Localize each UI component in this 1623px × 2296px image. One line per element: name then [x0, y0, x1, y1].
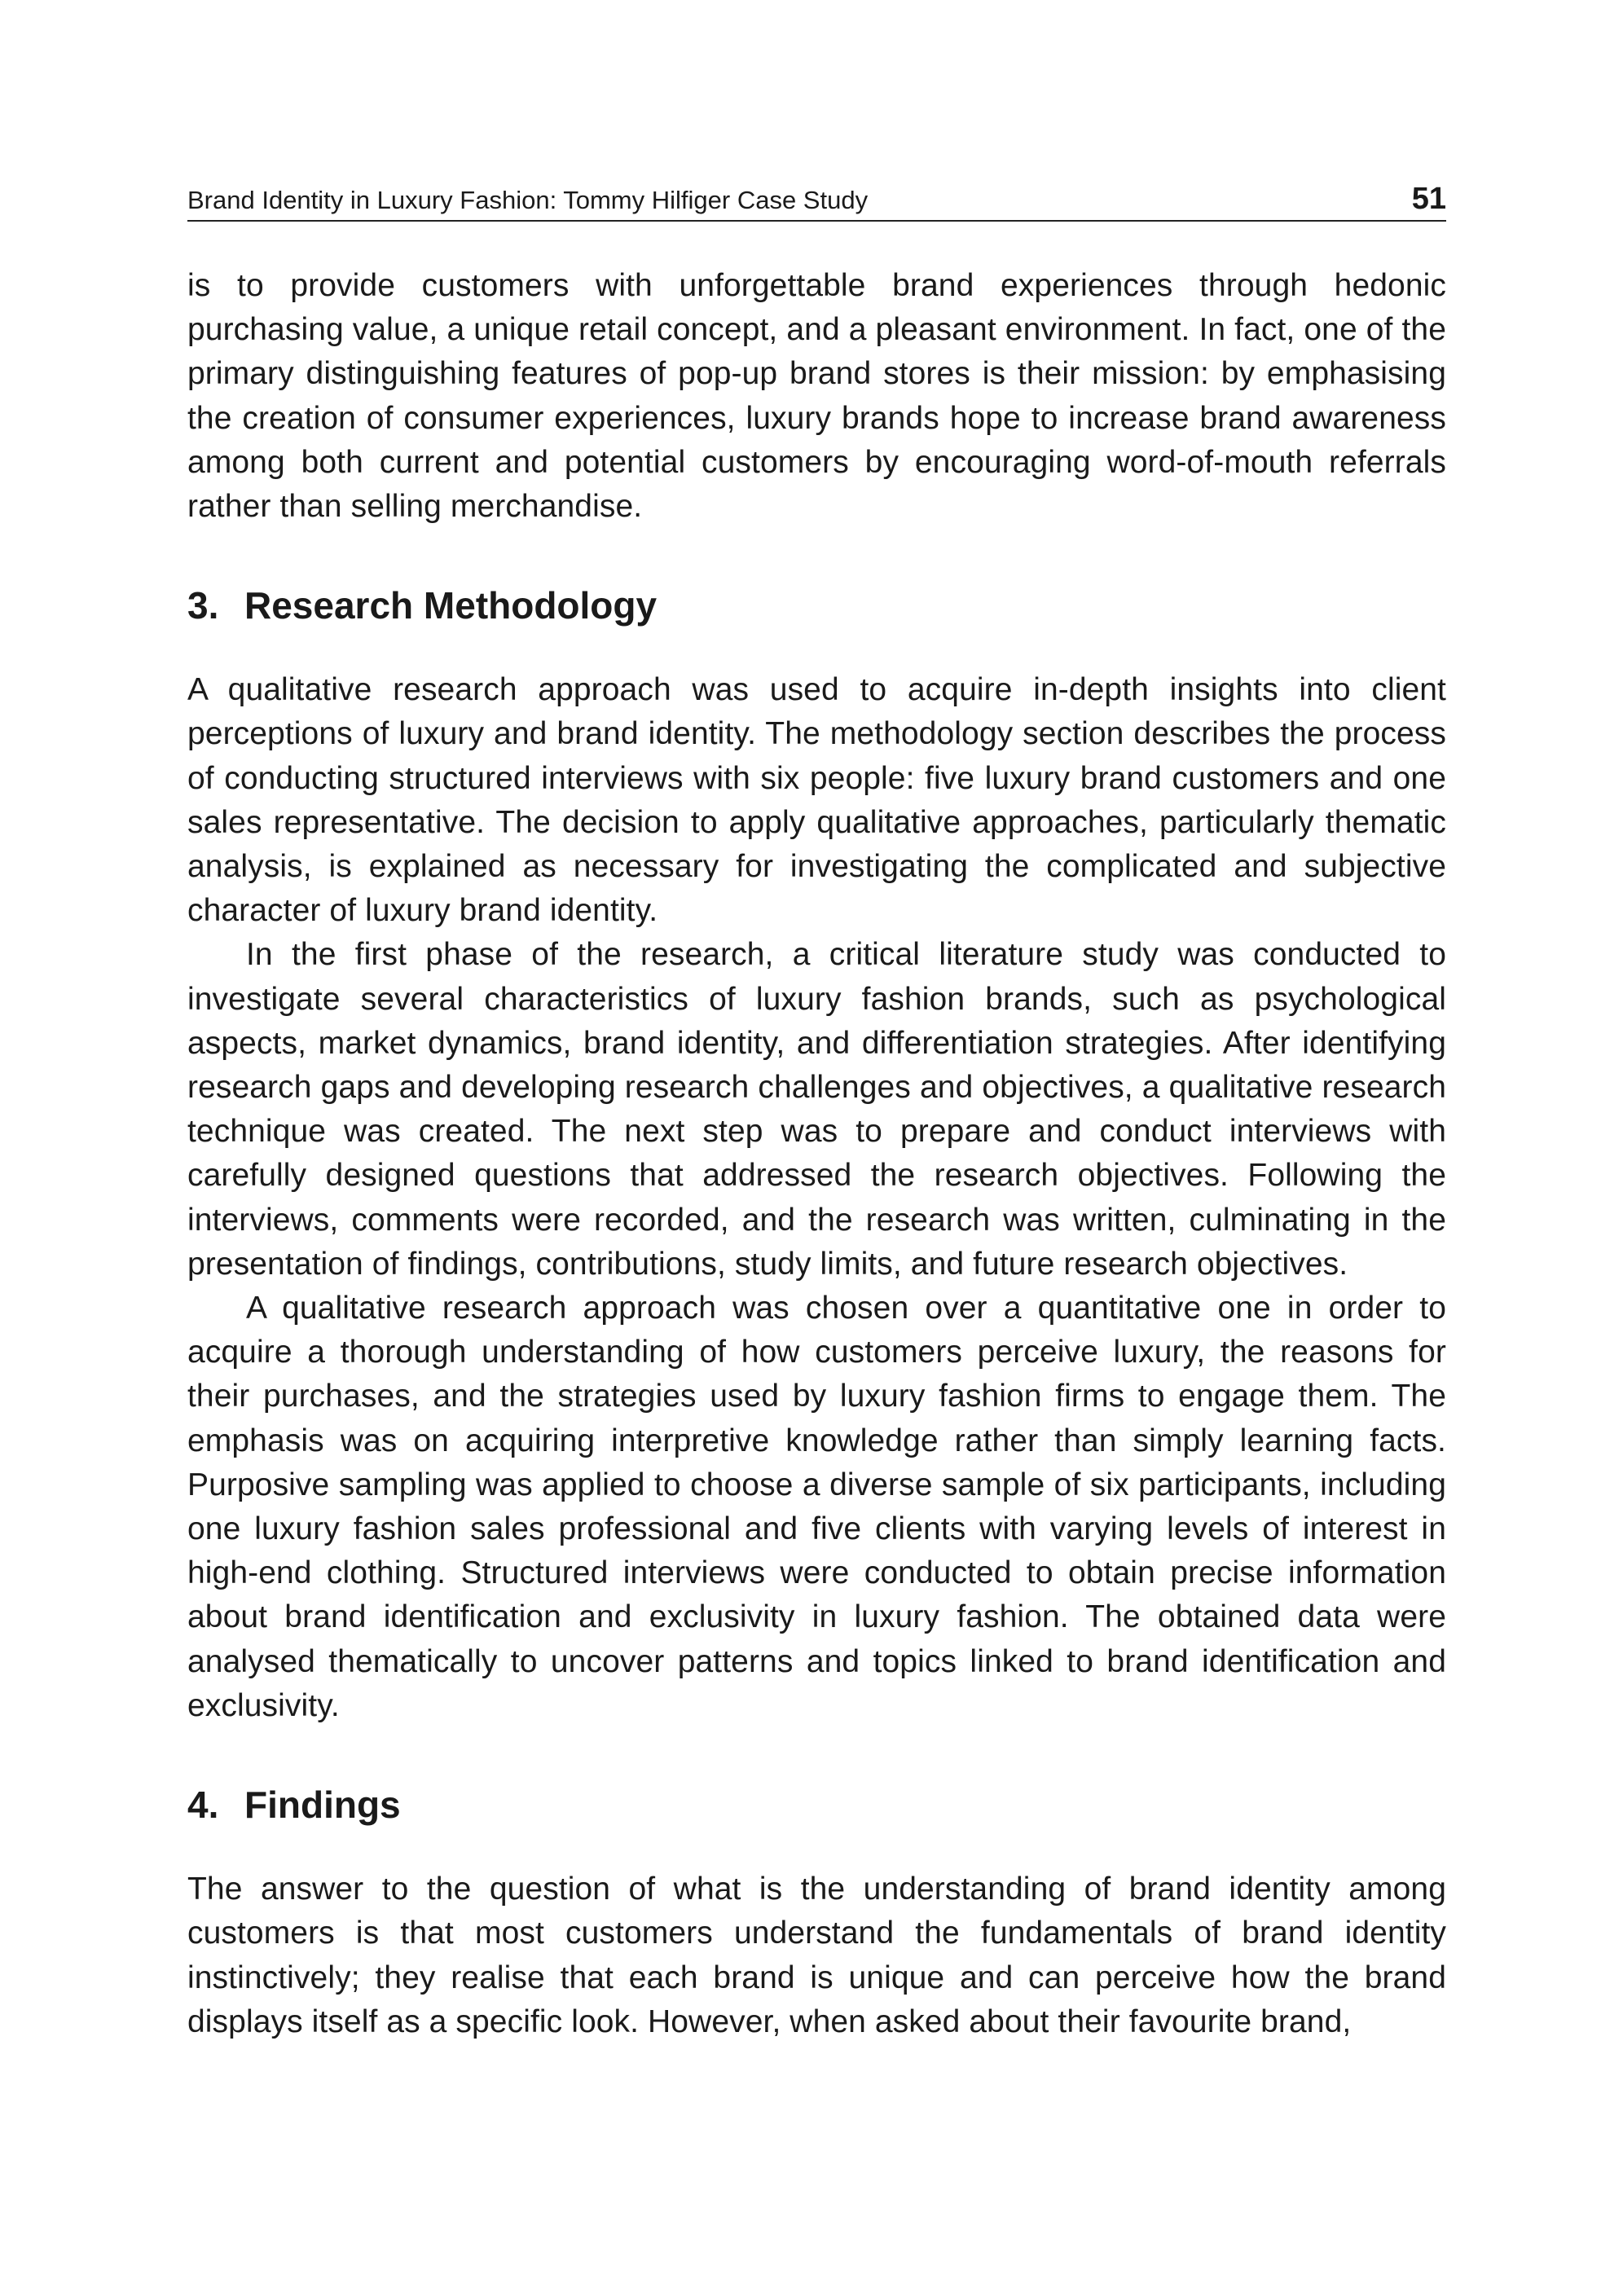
- methodology-paragraph-3: A qualitative research approach was chosen over a quantitative one in order to acquire a thorough understanding of how customers perceive luxury, the reasons for their purchases, and the strategies used by luxury fashion firms to engage them. The emphasis was on acquiring interpretive knowledge rather than simply learning facts. Purposive sampling was applied to choose a diverse sample of six participants, including one luxury fashion sales professional and five clients with varying levels of interest in high-end clothing. Structured interviews were conducted to obtain precise information about brand identification and exclusivity in luxury fashion. The obtained data were analysed thematically to uncover patterns and topics linked to brand identification and exclusivity.: [187, 1291, 1446, 1723]
- section-heading-research-methodology: [187, 583, 1446, 628]
- intro-paragraph: is to provide customers with unforgettable brand experiences through hedonic purchasing value, a unique retail concept, and a pleasant environment. In fact, one of the primary distinguishing features of pop-up brand stores is their mission: by emphasising the creation of consumer experiences, luxury brands hope to increase brand awareness among both current and potential customers by encouraging word-of-mouth referrals rather than selling merchandise.: [187, 268, 1446, 525]
- section-number: 3.: [187, 584, 219, 627]
- section-title: Findings: [244, 1784, 401, 1827]
- findings-paragraph-1: The answer to the question of what is the understanding of brand identity among customers is that most customers understand the fundamentals of brand identity instinctively; they realise that each brand is unique and can perceive how the brand displays itself as a specific look. However, when asked about their favourite brand,: [187, 1872, 1446, 2039]
- running-header: [187, 173, 1446, 222]
- running-title: Brand Identity in Luxury Fashion: Tommy Hilfiger Case Study: [187, 186, 869, 214]
- section-number: 4.: [187, 1784, 219, 1827]
- methodology-paragraph-2: In the first phase of the research, a critical literature study was conducted to investigate several characteristics of luxury fashion brands, such as psychological aspects, market dynamics, brand identity, and differentiation strategies. After identifying research gaps and developing research challenges and objectives, a qualitative research technique was created. The next step was to prepare and conduct interviews with carefully designed questions that addressed the research objectives. Following the interviews, comments were recorded, and the research was written, culminating in the presentation of findings, contributions, study limits, and future research objectives.: [187, 937, 1446, 1282]
- methodology-paragraph-1: A qualitative research approach was used to acquire in-depth insights into client perceptions of luxury and brand identity. The methodology section describes the process of conducting structured interviews with six people: five luxury brand customers and one sales representative. The decision to apply qualitative approaches, particularly thematic analysis, is explained as necessary for investigating the complicated and subjective character of luxury brand identity.: [187, 672, 1446, 929]
- section-title: Research Methodology: [244, 584, 658, 627]
- book-page: [187, 173, 1446, 2044]
- section-heading-findings: [187, 1782, 1446, 1828]
- page-number: 51: [1411, 182, 1446, 216]
